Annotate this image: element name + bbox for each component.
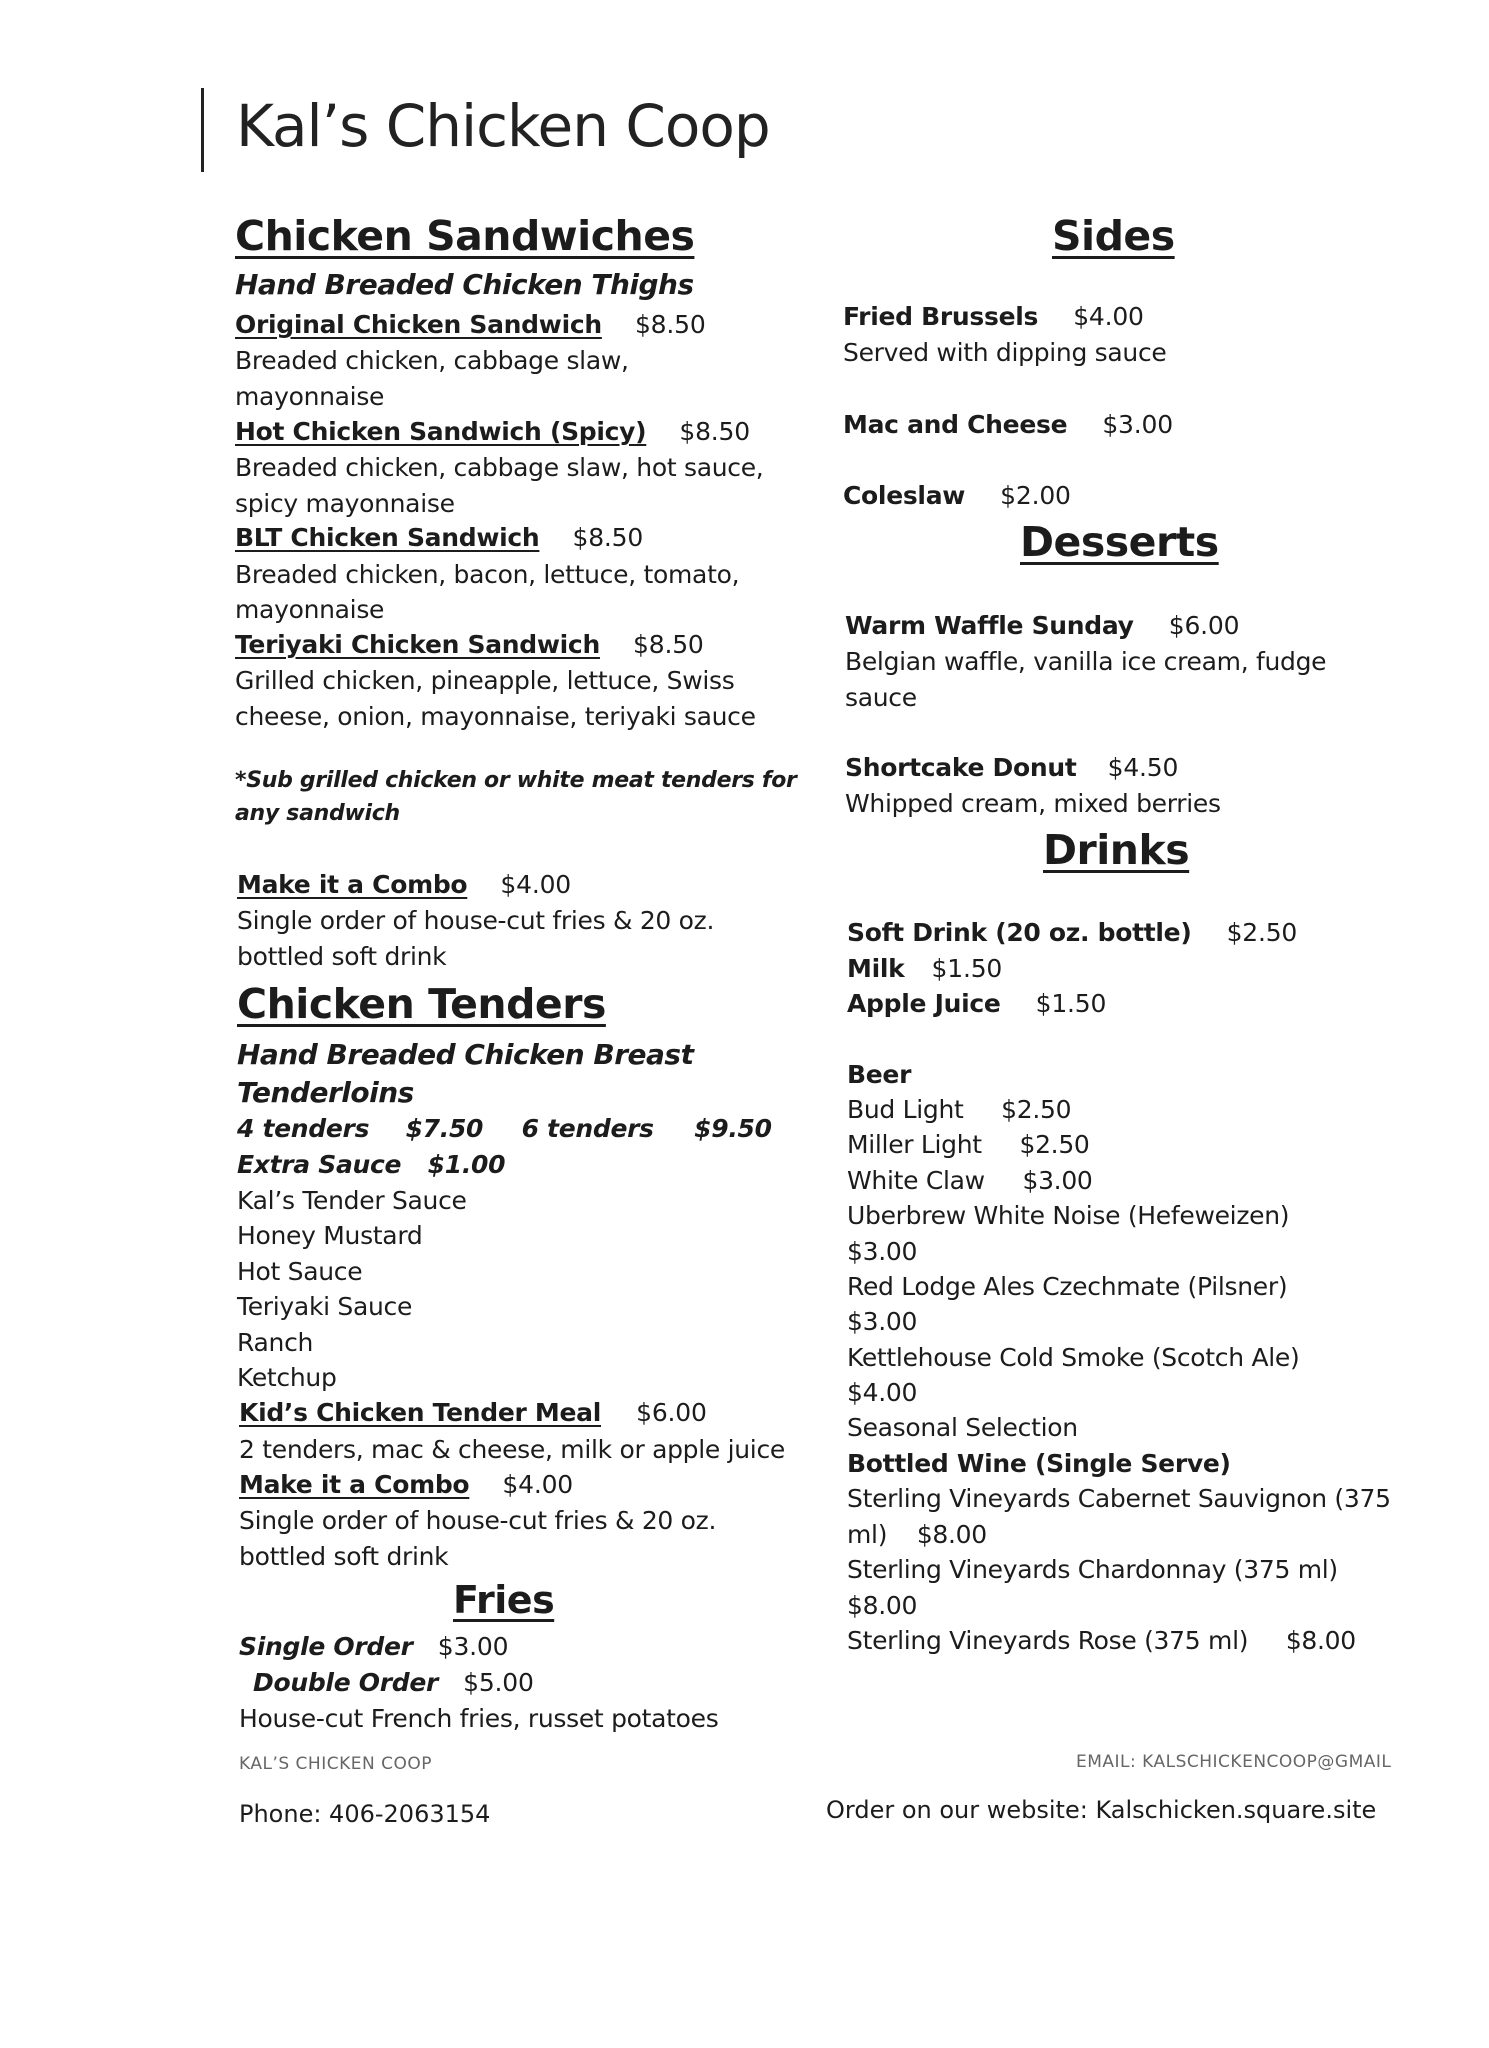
tenders-subheading: Tenderloins xyxy=(237,1076,414,1109)
item-price: $8.50 xyxy=(634,310,706,339)
beer-price: $3.00 xyxy=(1022,1166,1093,1195)
item-price: $4.00 xyxy=(500,870,571,899)
fries-double-price: $5.00 xyxy=(463,1668,534,1697)
beer-item xyxy=(847,1130,1090,1159)
item-desc: Single order of house-cut fries & 20 oz. xyxy=(237,906,715,935)
item-price: $3.00 xyxy=(1102,410,1173,439)
fries-single-price: $3.00 xyxy=(437,1632,509,1661)
drink-name: Milk xyxy=(847,954,905,983)
item-price: $2.00 xyxy=(1000,481,1071,510)
menu-item xyxy=(235,310,706,339)
sub-note: *Sub grilled chicken or white meat tenders for xyxy=(235,768,797,793)
item-name: Make it a Combo xyxy=(237,870,468,899)
item-desc: 2 tenders, mac & cheese, milk or apple juice xyxy=(239,1435,785,1464)
menu-item xyxy=(235,630,704,659)
item-name: Teriyaki Chicken Sandwich xyxy=(235,630,600,659)
item-desc: sauce xyxy=(845,683,917,712)
item-desc: Whipped cream, mixed berries xyxy=(845,789,1221,818)
drink-item xyxy=(847,989,1106,1018)
wine-price: $8.00 xyxy=(1285,1626,1356,1655)
fries-single xyxy=(239,1632,508,1661)
item-name: Fried Brussels xyxy=(843,302,1039,331)
wine-name: ml) xyxy=(847,1520,888,1549)
item-name: Make it a Combo xyxy=(239,1470,470,1499)
fries-heading: Fries xyxy=(453,1578,555,1622)
menu-item xyxy=(239,1470,573,1499)
sub-note: any sandwich xyxy=(235,801,400,826)
tender-counts xyxy=(237,1114,772,1143)
sauce-item: Kal’s Tender Sauce xyxy=(237,1186,467,1215)
item-name: Coleslaw xyxy=(843,481,966,510)
tenders-6-price: $9.50 xyxy=(694,1114,772,1143)
item-desc: Breaded chicken, cabbage slaw, xyxy=(235,346,629,375)
sauce-item: Teriyaki Sauce xyxy=(237,1292,413,1321)
beer-name: Uberbrew White Noise (Hefeweizen) xyxy=(847,1201,1290,1230)
item-name: BLT Chicken Sandwich xyxy=(235,523,540,552)
item-desc: bottled soft drink xyxy=(237,942,447,971)
menu-item xyxy=(843,302,1144,331)
wine-item xyxy=(847,1626,1356,1655)
wine-item xyxy=(847,1520,987,1549)
desserts-heading: Desserts xyxy=(1020,518,1219,566)
item-desc: Grilled chicken, pineapple, lettuce, Swiss xyxy=(235,666,735,695)
menu-item xyxy=(843,410,1173,439)
item-desc: spicy mayonnaise xyxy=(235,489,455,518)
item-price: $4.50 xyxy=(1107,753,1179,782)
item-price: $8.50 xyxy=(679,417,750,446)
sauce-item: Ketchup xyxy=(237,1363,337,1392)
beer-price: $3.00 xyxy=(847,1237,918,1266)
tenders-4-label: 4 tenders xyxy=(237,1114,370,1143)
wine-price: $8.00 xyxy=(847,1591,918,1620)
item-name: Original Chicken Sandwich xyxy=(235,310,602,339)
footer-brand: KAL’S CHICKEN COOP xyxy=(239,1754,432,1774)
sandwiches-subheading: Hand Breaded Chicken Thighs xyxy=(235,268,694,301)
item-desc: Single order of house-cut fries & 20 oz. xyxy=(239,1506,717,1535)
tenders-heading: Chicken Tenders xyxy=(237,980,606,1028)
menu-item xyxy=(235,523,643,552)
wine-name: Sterling Vineyards Chardonnay (375 ml) xyxy=(847,1555,1338,1584)
sauce-item: Honey Mustard xyxy=(237,1221,423,1250)
menu-item xyxy=(845,611,1239,640)
beer-name: White Claw xyxy=(847,1166,985,1195)
beer-name: Kettlehouse Cold Smoke (Scotch Ale) xyxy=(847,1343,1300,1372)
menu-item xyxy=(845,753,1178,782)
item-name: Warm Waffle Sunday xyxy=(845,611,1134,640)
item-desc: bottled soft drink xyxy=(239,1542,449,1571)
fries-double xyxy=(253,1668,534,1697)
drink-item xyxy=(847,918,1297,947)
tenders-6-label: 6 tenders xyxy=(521,1114,654,1143)
item-desc: Breaded chicken, bacon, lettuce, tomato, xyxy=(235,560,740,589)
wine-name: Sterling Vineyards Cabernet Sauvignon (375 xyxy=(847,1484,1391,1513)
beer-price: $2.50 xyxy=(1019,1130,1090,1159)
wine-heading: Bottled Wine (Single Serve) xyxy=(847,1449,1231,1478)
menu-item xyxy=(843,481,1071,510)
beer-name: Miller Light xyxy=(847,1130,982,1159)
item-price: $8.50 xyxy=(633,630,704,659)
sauce-item: Ranch xyxy=(237,1328,314,1357)
sauce-item: Hot Sauce xyxy=(237,1257,363,1286)
drink-price: $2.50 xyxy=(1226,918,1298,947)
fries-desc: House-cut French fries, russet potatoes xyxy=(239,1704,719,1733)
sides-heading: Sides xyxy=(1052,212,1175,260)
item-price: $6.00 xyxy=(636,1398,707,1427)
item-price: $4.00 xyxy=(502,1470,573,1499)
item-desc: mayonnaise xyxy=(235,382,385,411)
item-price: $8.50 xyxy=(572,523,644,552)
seasonal-selection: Seasonal Selection xyxy=(847,1413,1078,1442)
drink-name: Soft Drink (20 oz. bottle) xyxy=(847,918,1192,947)
drink-price: $1.50 xyxy=(931,954,1003,983)
wine-name: Sterling Vineyards Rose (375 ml) xyxy=(847,1626,1249,1655)
item-price: $6.00 xyxy=(1168,611,1240,640)
title-divider xyxy=(201,88,204,172)
item-desc: Belgian waffle, vanilla ice cream, fudge xyxy=(845,647,1327,676)
drinks-heading: Drinks xyxy=(1043,826,1190,874)
beer-name: Bud Light xyxy=(847,1095,964,1124)
item-name: Shortcake Donut xyxy=(845,753,1077,782)
item-desc: cheese, onion, mayonnaise, teriyaki sauce xyxy=(235,702,756,731)
item-price: $4.00 xyxy=(1073,302,1144,331)
beer-heading: Beer xyxy=(847,1060,912,1089)
footer-email: EMAIL: KALSCHICKENCOOP@GMAIL xyxy=(1076,1752,1392,1772)
tenders-subheading: Hand Breaded Chicken Breast xyxy=(237,1038,694,1071)
fries-double-label: Double Order xyxy=(253,1668,439,1697)
item-desc: mayonnaise xyxy=(235,595,385,624)
item-name: Kid’s Chicken Tender Meal xyxy=(239,1398,602,1427)
wine-price: $8.00 xyxy=(916,1520,987,1549)
beer-price: $4.00 xyxy=(847,1378,918,1407)
extra-sauce xyxy=(237,1150,505,1179)
drink-name: Apple Juice xyxy=(847,989,1001,1018)
item-desc: Breaded chicken, cabbage slaw, hot sauce, xyxy=(235,453,764,482)
beer-price: $2.50 xyxy=(1001,1095,1072,1124)
beer-name: Red Lodge Ales Czechmate (Pilsner) xyxy=(847,1272,1288,1301)
extra-sauce-label: Extra Sauce xyxy=(237,1150,402,1179)
beer-item xyxy=(847,1166,1093,1195)
beer-price: $3.00 xyxy=(847,1307,918,1336)
footer-phone: Phone: 406-2063154 xyxy=(239,1800,491,1828)
extra-sauce-price: $1.00 xyxy=(427,1150,506,1179)
footer-website: Order on our website: Kalschicken.square.site xyxy=(826,1796,1377,1824)
fries-single-label: Single Order xyxy=(239,1632,413,1661)
item-desc: Served with dipping sauce xyxy=(843,338,1167,367)
drink-price: $1.50 xyxy=(1035,989,1107,1018)
drink-item xyxy=(847,954,1002,983)
menu-item xyxy=(239,1398,707,1427)
menu-item xyxy=(235,417,750,446)
item-name: Hot Chicken Sandwich (Spicy) xyxy=(235,417,647,446)
item-name: Mac and Cheese xyxy=(843,410,1068,439)
beer-item xyxy=(847,1095,1071,1124)
page-title: Kal’s Chicken Coop xyxy=(236,92,770,160)
menu-item xyxy=(237,870,571,899)
tenders-4-price: $7.50 xyxy=(405,1114,484,1143)
sandwiches-heading: Chicken Sandwiches xyxy=(235,212,695,260)
